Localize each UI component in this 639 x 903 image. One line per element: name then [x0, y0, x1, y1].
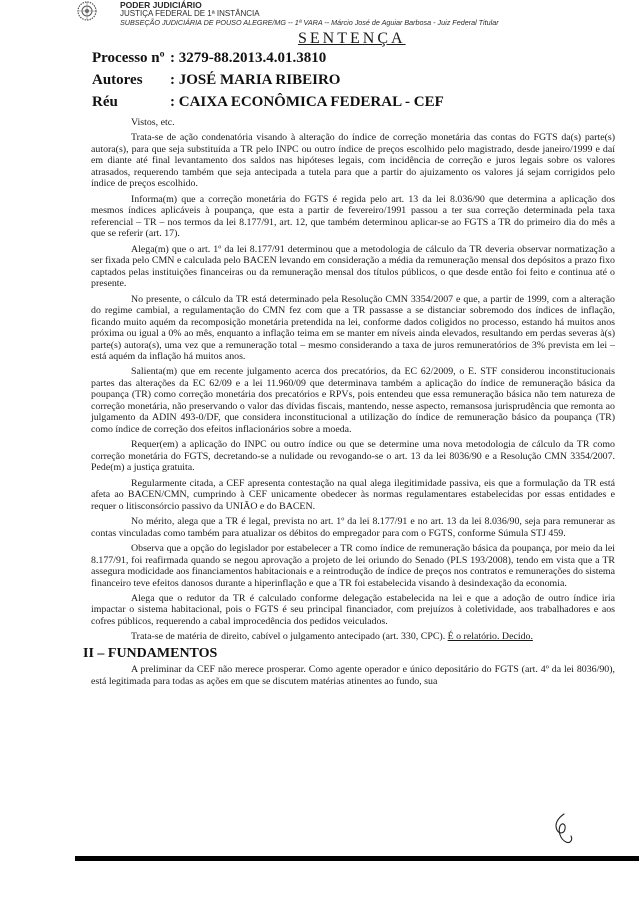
court-name: PODER JUDICIÁRIO	[120, 0, 202, 10]
document-body	[83, 117, 615, 691]
paragraph-11	[91, 631, 615, 643]
document-title: SENTENÇA	[298, 30, 406, 47]
court-instance: JUSTIÇA FEDERAL DE 1ª INSTÂNCIA	[120, 9, 260, 18]
section-heading-fundamentos: II – FUNDAMENTOS	[83, 645, 218, 661]
initials-signature	[548, 812, 578, 848]
processo-label: Processo nº	[92, 50, 165, 66]
paragraph-9: Observa que a opção do legislador por estabelecer a TR como índice de remuneração básica da poupança, por meio da lei 8.177/91, foi reafirmada quando se negou aprovação a projeto de lei oriundo do Senado (PLS 193/2008), tendo em vista que a TR assegura modicidade aos financiamentos habitacionais e a reintrodução de índice de preços nos contratos e remunerações do sistema financeiro teve efeitos danosos durante a hiperinflação e que a TR foi estabelecida visando à desindexação da economia.	[91, 543, 615, 589]
paragraph-10: Alega que o redutor da TR é calculado conforme delegação estabelecida na lei e que a adoção de outro índice iria impactar o sistema habitacional, pois o FGTS é seu principal financiador, com prejuízos à coletividade, aos trabalhadores e aos cofres públicos, requerendo a cabal improcedência dos pedidos veiculados.	[91, 592, 615, 627]
paragraph-12: A preliminar da CEF não merece prosperar. Como agente operador e único depositário do FGTS (art. 4º da lei 8036/90), está legitimada para todas as ações em que se discutem matérias atinentes ao fundo, sua	[91, 664, 615, 687]
relatorio-decido: É o relatório. Decido.	[447, 631, 533, 643]
page-bottom-rule	[75, 856, 639, 861]
paragraph-6: Requer(em) a aplicação do INPC ou outro índice ou que se determine uma nova metodologia de cálculo da TR como correção monetária do FGTS, decretando-se a nulidade ou revogando-se o art. 13 da lei 8036/90 e a Resolução CMN 3354/2007. Pede(m) a justiça gratuita.	[91, 439, 615, 474]
paragraph-2: Informa(m) que a correção monetária do FGTS é regida pelo art. 13 da lei 8.036/90 que determina a aplicação dos mesmos índices aplicáveis à poupança, que esta a partir de fevereiro/1991 passou a ter sua correção determinada pela taxa referencial – TR – nos termos da lei 8.177/91, art. 12, que também determinou aplicar-se ao FGTS a TR do primeiro dia do mês a que se referir (art. 17).	[91, 193, 615, 240]
court-subsection: SUBSEÇÃO JUDICIÁRIA DE POUSO ALEGRE/MG -- 1ª VARA -- Márcio José de Aguiar Barbosa - Juiz Federal Titular	[120, 18, 499, 27]
paragraph-7: Regularmente citada, a CEF apresenta contestação na qual alega ilegitimidade passiva, eis que a formulação da TR está afeta ao BACEN/CMN, cumprindo à CEF unicamente obedecer às normas regulamentares estabelecidas por essas entidades e requer o litisconsórcio passivo da UNIÃO e do BACEN.	[91, 477, 615, 512]
reu-label: Réu	[92, 94, 118, 110]
processo-value: : 3279-88.2013.4.01.3810	[170, 50, 327, 66]
conclusion-text: Trata-se de matéria de direito, cabível o julgamento antecipado (art. 330, CPC).	[131, 631, 448, 643]
reu-value: : CAIXA ECONÔMICA FEDERAL - CEF	[170, 94, 444, 110]
autores-label: Autores	[92, 72, 143, 88]
paragraph-4: No presente, o cálculo da TR está determinado pela Resolução CMN 3354/2007 e que, a partir de 1999, com a alteração do regime cambial, a regulamentação do CMN fez com que a TR passasse a se distanciar sobremodo dos índices de inflação, ficando muito aquém da recomposição monetária pretendida na lei, conforme dados coligidos no processo, estando há muitos anos próxima ou igual a 0% ao mês, enquanto a inflação teima em se manter em níveis ainda elevados, resultando em perdas severas à(s) parte(s) autora(s), uma vez que a remuneração total – mesmo considerando a taxa de juros remuneratórios de 3% prevista em lei – está aquém da inflação há muitos anos.	[91, 293, 615, 363]
paragraph-vistos: Vistos, etc.	[131, 117, 175, 128]
paragraph-3: Alega(m) que o art. 1º da lei 8.177/91 determinou que a metodologia de cálculo da TR deveria observar normatização a ser fixada pelo CMN e calculada pelo BACEN levando em consideração a média da remuneração mensal dos depósitos a prazo fixo captados pelas instituições financeiras ou da remuneração mensal dos títulos públicos, o que desde então foi feito e continua até o presente.	[91, 243, 615, 290]
coat-of-arms-emblem	[76, 0, 98, 22]
paragraph-5: Salienta(m) que em recente julgamento acerca dos precatórios, da EC 62/2009, o E. STF considerou inconstitucionais partes das alterações da EC 62/09 e a lei 11.960/09 que determinava também a aplicação do índice de remuneração básica da poupança (TR) como correção monetária dos precatórios e RPVs, pois entendeu que essa remuneração básica não tem natureza de correção monetária, não preservando o valor das dívidas fiscais, mantendo, nesse aspecto, remansosa jurisprudência que remonta ao julgamento da ADIN 493-0/DF, que considera inconstitucional a utilização do índice de remuneração básico da poupança (TR) como índice de correção dos efeitos inflacionários sobre a moeda.	[91, 366, 615, 435]
autores-value: : JOSÉ MARIA RIBEIRO	[170, 72, 341, 88]
paragraph-8: No mérito, alega que a TR é legal, prevista no art. 1º da lei 8.177/91 e no art. 13 da lei 8.036/90, seja para remunerar as contas vinculadas como também para atualizar os débitos do empregador para com o FGTS, conforme Súmula STJ 459.	[91, 516, 615, 539]
paragraph-1: Trata-se de ação condenatória visando à alteração do índice de correção monetária das contas do FGTS da(s) parte(s) autora(s), para que seja substituída a TR pelo INPC ou outro índice de preços escolhido pelo magistrado, desde janeiro/1999 e daí em diante até final levantamento dos saldos nas hipóteses legais, com incidência de correção e juros legais sobre os valores atrasados, requerendo também que seja antecipada a tutela para que a partir do ajuizamento os valores já sejam corrigidos pelo índice de preços escolhido.	[91, 132, 615, 190]
